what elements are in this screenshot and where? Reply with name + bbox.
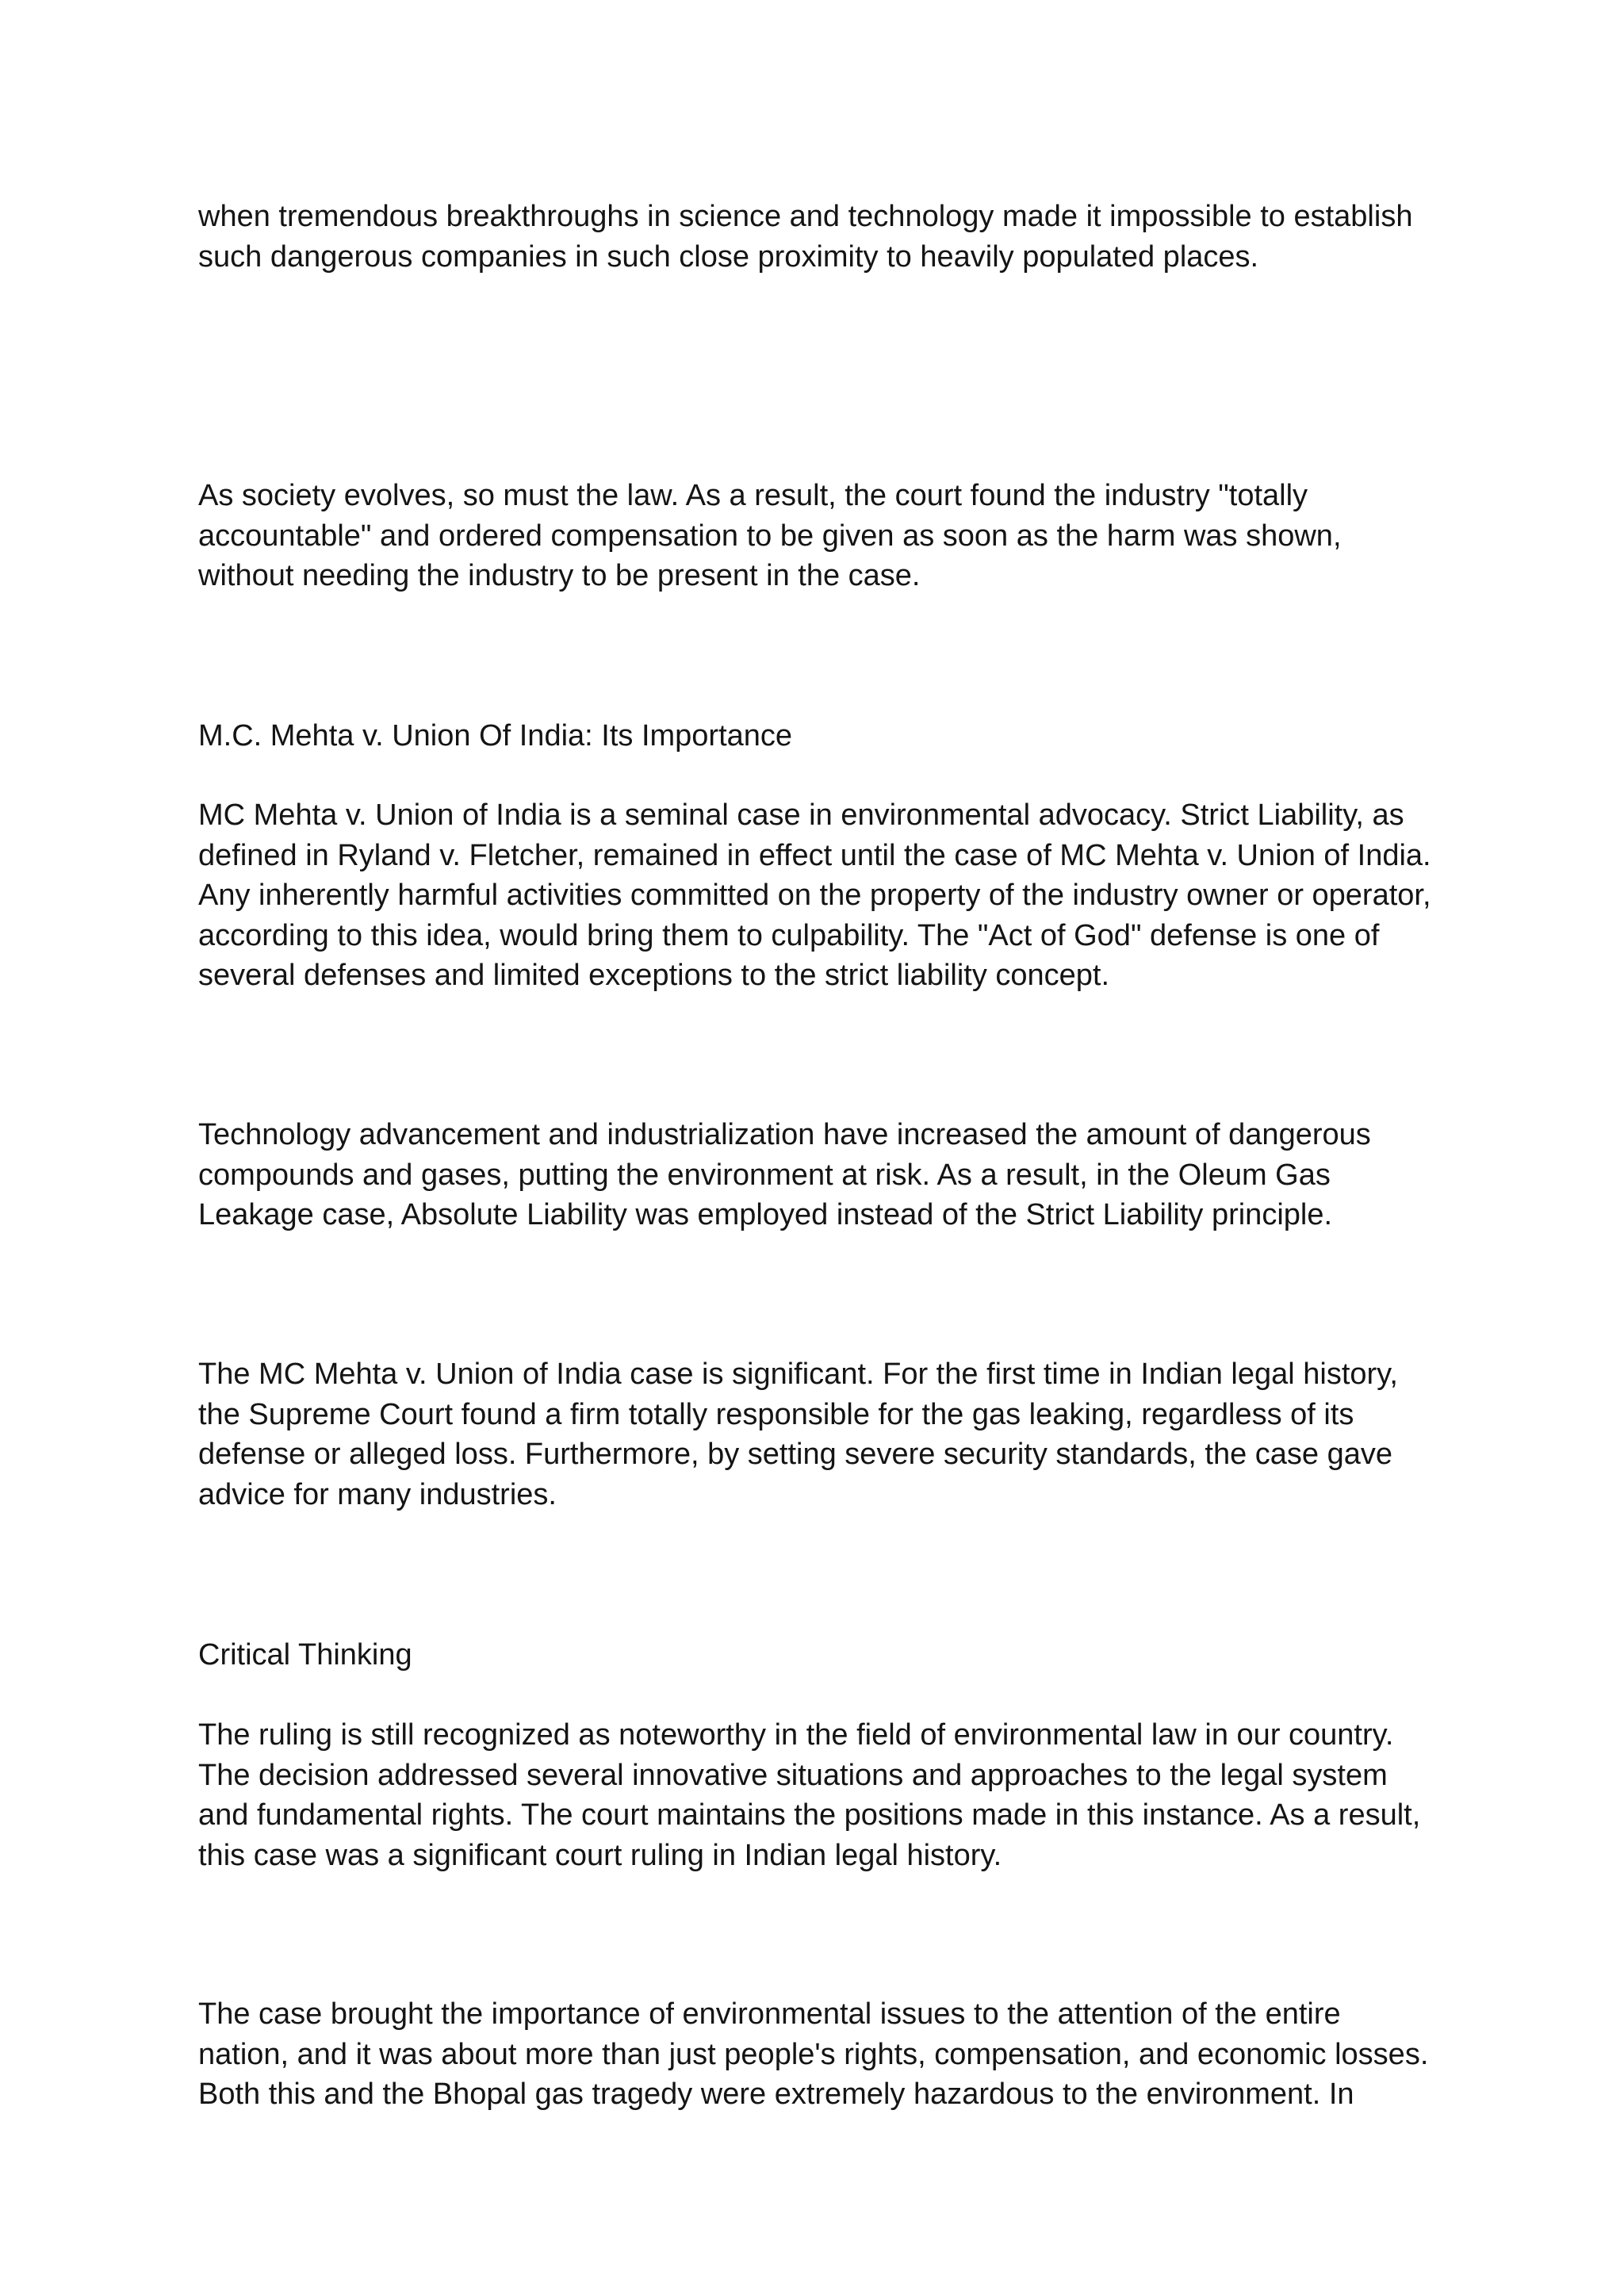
paragraph-1 <box>198 197 1467 277</box>
text-line: defense or alleged loss. Furthermore, by setting severe security standards, the case gave <box>198 1438 1393 1471</box>
text-line: As society evolves, so must the law. As a result, the court found the industry "totally <box>198 479 1308 512</box>
text-line: compounds and gases, putting the environment at risk. As a result, in the Oleum Gas <box>198 1158 1331 1192</box>
text-line: The ruling is still recognized as noteworthy in the field of environmental law in our country. <box>198 1718 1394 1752</box>
text-line: advice for many industries. <box>198 1477 557 1511</box>
paragraph-6 <box>198 1715 1467 1875</box>
section-heading-importance <box>198 716 1467 756</box>
text-line: The case brought the importance of environmental issues to the attention of the entire <box>198 1997 1341 2031</box>
text-line: without needing the industry to be present in the case. <box>198 559 921 592</box>
text-line: according to this idea, would bring them to culpability. The "Act of God" defense is one of <box>198 918 1380 952</box>
paragraph-7 <box>198 1994 1467 2115</box>
text-line: Technology advancement and industrialization have increased the amount of dangerous <box>198 1118 1371 1151</box>
text-line: MC Mehta v. Union of India is a seminal case in environmental advocacy. Strict Liability, as <box>198 798 1404 832</box>
paragraph-4 <box>198 1115 1467 1235</box>
text-line: The MC Mehta v. Union of India case is significant. For the first time in Indian legal history, <box>198 1358 1398 1391</box>
text-line: when tremendous breakthroughs in science and technology made it impossible to establish <box>198 200 1413 233</box>
paragraph-3 <box>198 795 1467 996</box>
text-line: accountable" and ordered compensation to be given as soon as the harm was shown, <box>198 519 1342 553</box>
heading-text: Critical Thinking <box>198 1638 412 1672</box>
paragraph-5 <box>198 1354 1467 1515</box>
text-line: defined in Ryland v. Fletcher, remained in effect until the case of MC Mehta v. Union of India. <box>198 838 1431 872</box>
text-line: and fundamental rights. The court maintains the positions made in this instance. As a result, <box>198 1798 1421 1832</box>
text-line: the Supreme Court found a firm totally responsible for the gas leaking, regardless of its <box>198 1397 1354 1431</box>
text-line: such dangerous companies in such close proximity to heavily populated places. <box>198 239 1259 274</box>
paragraph-2 <box>198 476 1467 596</box>
section-heading-critical-thinking <box>198 1635 1467 1676</box>
text-line: The decision addressed several innovative situations and approaches to the legal system <box>198 1758 1388 1792</box>
text-line: this case was a significant court ruling in Indian legal history. <box>198 1838 1002 1872</box>
text-line: Leakage case, Absolute Liability was employed instead of the Strict Liability principle. <box>198 1198 1333 1231</box>
text-line: several defenses and limited exceptions to the strict liability concept. <box>198 959 1110 992</box>
text-line: nation, and it was about more than just people's rights, compensation, and economic losses. <box>198 2037 1429 2071</box>
text-line: Any inherently harmful activities committed on the property of the industry owner or operator, <box>198 879 1431 912</box>
text-line: Both this and the Bhopal gas tragedy were extremely hazardous to the environment. In <box>198 2078 1354 2111</box>
heading-text: M.C. Mehta v. Union Of India: Its Importance <box>198 719 793 753</box>
